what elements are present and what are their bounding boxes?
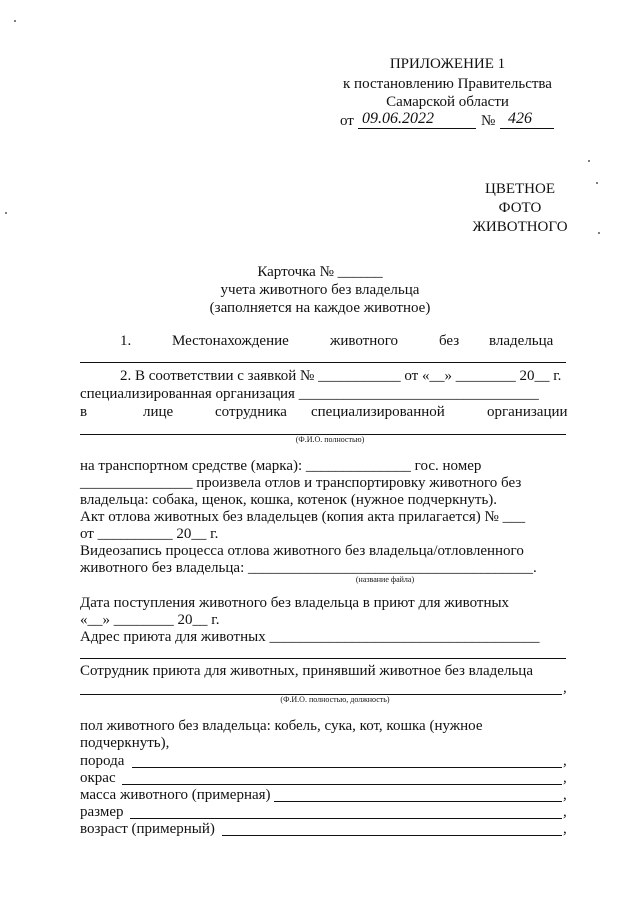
number-label: № bbox=[481, 113, 496, 129]
photo-label-line2: ФОТО bbox=[498, 200, 542, 216]
transport-line3: владельца: собака, щенок, кошка, котенок (нужное подчеркнуть). bbox=[80, 492, 498, 508]
sex-line1: пол животного без владельца: кобель, сука, кот, кошка (нужное bbox=[80, 718, 483, 734]
shelter-address: Адрес приюта для животных ____________________________________ bbox=[80, 629, 540, 645]
field-color-label: окрас bbox=[80, 770, 116, 786]
appendix-line2: к постановлению Правительства bbox=[343, 76, 552, 92]
date-underline bbox=[358, 128, 476, 129]
employee-line: Сотрудник приюта для животных, принявший животное без владельца bbox=[80, 663, 533, 679]
handwritten-number: 426 bbox=[508, 110, 532, 127]
transport-line1: на транспортном средстве (марка): ______________ гос. номер bbox=[80, 458, 482, 474]
item2-word-organization: организации bbox=[487, 404, 568, 420]
field-breed-label: порода bbox=[80, 753, 125, 769]
card-note: (заполняется на каждое животное) bbox=[209, 300, 431, 316]
transport-line2: _______________ произвела отлов и транспортировку животного без bbox=[80, 475, 522, 491]
field-weight-comma: , bbox=[563, 787, 567, 803]
item2-word-specialized: специализированной bbox=[311, 404, 445, 420]
item1-number: 1. bbox=[120, 333, 132, 349]
field-weight-label: масса животного (примерная) bbox=[80, 787, 271, 803]
video-caption: (название файла) bbox=[355, 575, 415, 584]
card-subtitle: учета животного без владельца bbox=[220, 282, 420, 298]
scan-speck bbox=[14, 20, 16, 22]
handwritten-date: 09.06.2022 bbox=[362, 110, 434, 127]
arrival-line1: Дата поступления животного без владельца в приют для животных bbox=[80, 595, 510, 611]
sex-line2: подчеркнуть), bbox=[80, 735, 170, 751]
employee-comma: , bbox=[563, 680, 567, 696]
from-label: от bbox=[340, 113, 354, 129]
act-line1: Акт отлова животных без владельцев (копия акта прилагается) № ___ bbox=[80, 509, 526, 525]
field-size-label: размер bbox=[80, 804, 124, 820]
item1-location-line bbox=[80, 362, 566, 363]
item2-org-line: специализированная организация ________________________________ bbox=[80, 386, 539, 402]
video-line2: животного без владельца: ______________________________________. bbox=[80, 560, 537, 576]
appendix-line3: Самарской области bbox=[386, 94, 509, 110]
item2-word-in: в bbox=[80, 404, 88, 420]
photo-label-line3: ЖИВОТНОГО bbox=[472, 219, 568, 235]
scan-speck bbox=[5, 212, 7, 214]
item2-word-person: лице bbox=[143, 404, 174, 420]
item1-word-animal: животного bbox=[330, 333, 399, 349]
item1-word-without: без bbox=[439, 333, 460, 349]
field-breed-comma: , bbox=[563, 753, 567, 769]
appendix-title: ПРИЛОЖЕНИЕ 1 bbox=[389, 56, 506, 72]
scan-speck bbox=[596, 182, 598, 184]
field-age-line[interactable] bbox=[222, 835, 562, 836]
number-underline bbox=[500, 128, 554, 129]
field-breed-line[interactable] bbox=[132, 767, 562, 768]
field-weight-line[interactable] bbox=[274, 801, 562, 802]
act-line2: от __________ 20__ г. bbox=[80, 526, 219, 542]
item1-word-location: Местонахождение bbox=[172, 333, 289, 349]
field-age-label: возраст (примерный) bbox=[80, 821, 215, 837]
field-size-line[interactable] bbox=[130, 818, 562, 819]
video-line1: Видеозапись процесса отлова животного без владельца/отловленного bbox=[80, 543, 524, 559]
photo-label-line1: ЦВЕТНОЕ bbox=[485, 181, 555, 197]
field-size-comma: , bbox=[563, 804, 567, 820]
scan-speck bbox=[588, 160, 590, 162]
field-color-comma: , bbox=[563, 770, 567, 786]
item2-word-employee: сотрудника bbox=[215, 404, 287, 420]
card-title: Карточка № ______ bbox=[257, 264, 383, 280]
item2-request-line: 2. В соответствии с заявкой № ___________ от «__» ________ 20__ г. bbox=[120, 368, 562, 384]
field-age-comma: , bbox=[563, 821, 567, 837]
item1-word-owner: владельца bbox=[489, 333, 554, 349]
scan-speck bbox=[598, 232, 600, 234]
employee-caption: (Ф.И.О. полностью, должность) bbox=[280, 695, 390, 704]
arrival-date: «__» ________ 20__ г. bbox=[80, 612, 220, 628]
field-color-line[interactable] bbox=[122, 784, 562, 785]
fio-caption: (Ф.И.О. полностью) bbox=[295, 435, 365, 444]
address-line2 bbox=[80, 658, 566, 659]
